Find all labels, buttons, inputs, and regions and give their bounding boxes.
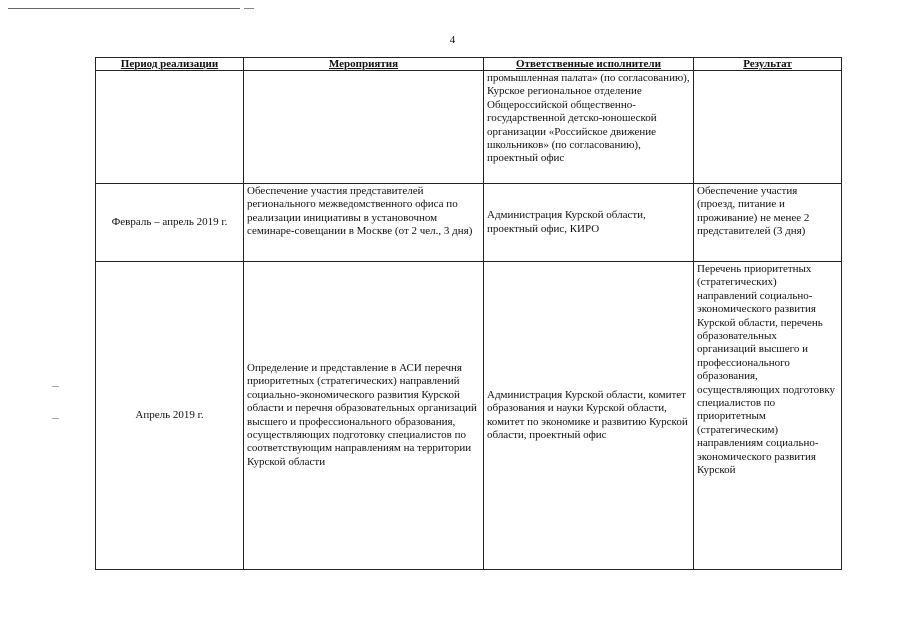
header-activities: Мероприятия [244,58,484,71]
cell-activities: Определение и представление в АСИ перечня приоритетных (стратегических) направлений социально-экономического развития Курской области и перечня образовательных организаций высшего и профессионального образования, осуществляющих подготовку специалистов по соответствующим направлениям на территории Курской области [244,262,484,570]
cell-result-text: Перечень приоритетных (стратегических) направлений социально-экономического развития Курской области, перечень образовательных организаций высшего и профессионального образования, осуществляющих подготовку специалистов по приоритетным (стратегическим) направлениям социально-экономического развития Курской [697,263,836,477]
header-rule [8,8,240,9]
cell-responsible: Администрация Курской области, комитет образования и науки Курской области, комитет по экономике и развитию Курской области, проектный офис [484,262,694,570]
header-period: Период реализации [96,58,244,71]
margin-mark [52,418,59,419]
cell-result: Обеспечение участия (проезд, питание и проживание) не менее 2 представителей (3 дня) [694,184,842,262]
cell-period: Апрель 2019 г. [96,262,244,570]
table-row [96,184,842,262]
header-rule-dash [244,8,254,9]
table-row [96,71,842,184]
cell-period: Февраль – апрель 2019 г. [96,184,244,262]
cell-result [694,262,842,570]
cell-period [96,71,244,184]
table-row [96,262,842,570]
table-header-row [96,58,842,71]
margin-mark [52,386,59,387]
header-responsible: Ответственные исполнители [484,58,694,71]
cell-activities: Обеспечение участия представителей регионального межведомственного офиса по реализации инициативы в установочном семинаре-совещании в Москве (от 2 чел., 3 дня) [244,184,484,262]
cell-responsible: промышленная палата» (по согласованию), Курское региональное отделение Общероссийской общественно-государственной детско-юношеской организации «Российское движение школьников» (по согласованию), проектный офис [484,71,694,184]
header-result: Результат [694,58,842,71]
cell-responsible: Администрация Курской области, проектный офис, КИРО [484,184,694,262]
cell-result [694,71,842,184]
page-number: 4 [449,34,456,46]
implementation-table [95,57,842,570]
cell-activities [244,71,484,184]
